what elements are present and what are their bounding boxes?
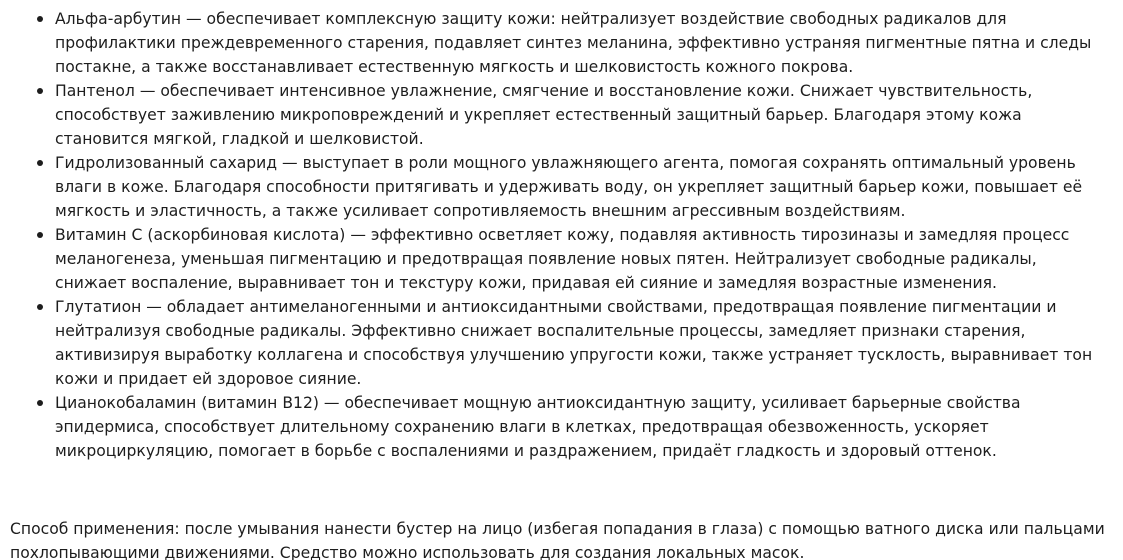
list-item-panthenol	[0, 79, 1123, 151]
bullet-icon	[37, 160, 43, 166]
ingredients-list	[0, 7, 1123, 463]
bullet-icon	[37, 16, 43, 22]
bullet-icon	[37, 400, 43, 406]
list-item-text: Пантенол — обеспечивает интенсивное увлажнение, смягчение и восстановление кожи. Снижает чувствительность, способствует заживлению микроповреждений и укрепляет естественный защитный барьер. Благодаря этому кожа становится мягкой, гладкой и шелковистой.	[55, 82, 1033, 148]
list-item-text: Гидролизованный сахарид — выступает в роли мощного увлажняющего агента, помогая сохранять оптимальный уровень влаги в коже. Благодаря способности притягивать и удерживать воду, он укрепляет защитный барьер кожи, повышает её мягкость и эластичность, а также усиливает сопротивляемость внешним агрессивным воздействиям.	[55, 154, 1083, 220]
list-item-hydrolyzed-saccharide	[0, 151, 1123, 223]
list-item-text: Цианокобаламин (витамин В12) — обеспечивает мощную антиоксидантную защиту, усиливает барьерные свойства эпидермиса, способствует длительному сохранению влаги в клетках, предотвращая обезвоженность, ускоряет микроциркуляцию, помогает в борьбе с воспалениями и раздражением, придаёт гладкость и здоровый оттенок.	[55, 394, 1021, 460]
bullet-icon	[37, 304, 43, 310]
list-item-cyanocobalamin	[0, 391, 1123, 463]
list-item-glutathione	[0, 295, 1123, 391]
bullet-icon	[37, 88, 43, 94]
usage-instructions: Способ применения: после умывания нанести бустер на лицо (избегая попадания в глаза) с помощью ватного диска или пальцами похлопывающими движениями. Средство можно использовать для создания локальных масок.	[10, 520, 1105, 560]
list-item-text: Витамин С (аскорбиновая кислота) — эффективно осветляет кожу, подавляя активность тирозиназы и замедляя процесс меланогенеза, уменьшая пигментацию и предотвращая появление новых пятен. Нейтрализует свободные радикалы, снижает воспаление, выравнивает тон и текстуру кожи, придавая ей сияние и замедляя возрастные изменения.	[55, 226, 1070, 292]
list-item-text: Глутатион — обладает антимеланогенными и антиоксидантными свойствами, предотвращая появление пигментации и нейтрализуя свободные радикалы. Эффективно снижает воспалительные процессы, замедляет признаки старения, активизируя выработку коллагена и способствуя улучшению упругости кожи, также устраняет тусклость, выравнивает тон кожи и придает ей здоровое сияние.	[55, 298, 1093, 388]
bullet-icon	[37, 232, 43, 238]
list-item-text: Альфа-арбутин — обеспечивает комплексную защиту кожи: нейтрализует воздействие свободных радикалов для профилактики преждевременного старения, подавляет синтез меланина, эффективно устраняя пигментные пятна и следы постакне, а также восстанавливает естественную мягкость и шелковистость кожного покрова.	[55, 10, 1092, 76]
list-item-vitamin-c	[0, 223, 1123, 295]
list-item-alpha-arbutin	[0, 7, 1123, 79]
